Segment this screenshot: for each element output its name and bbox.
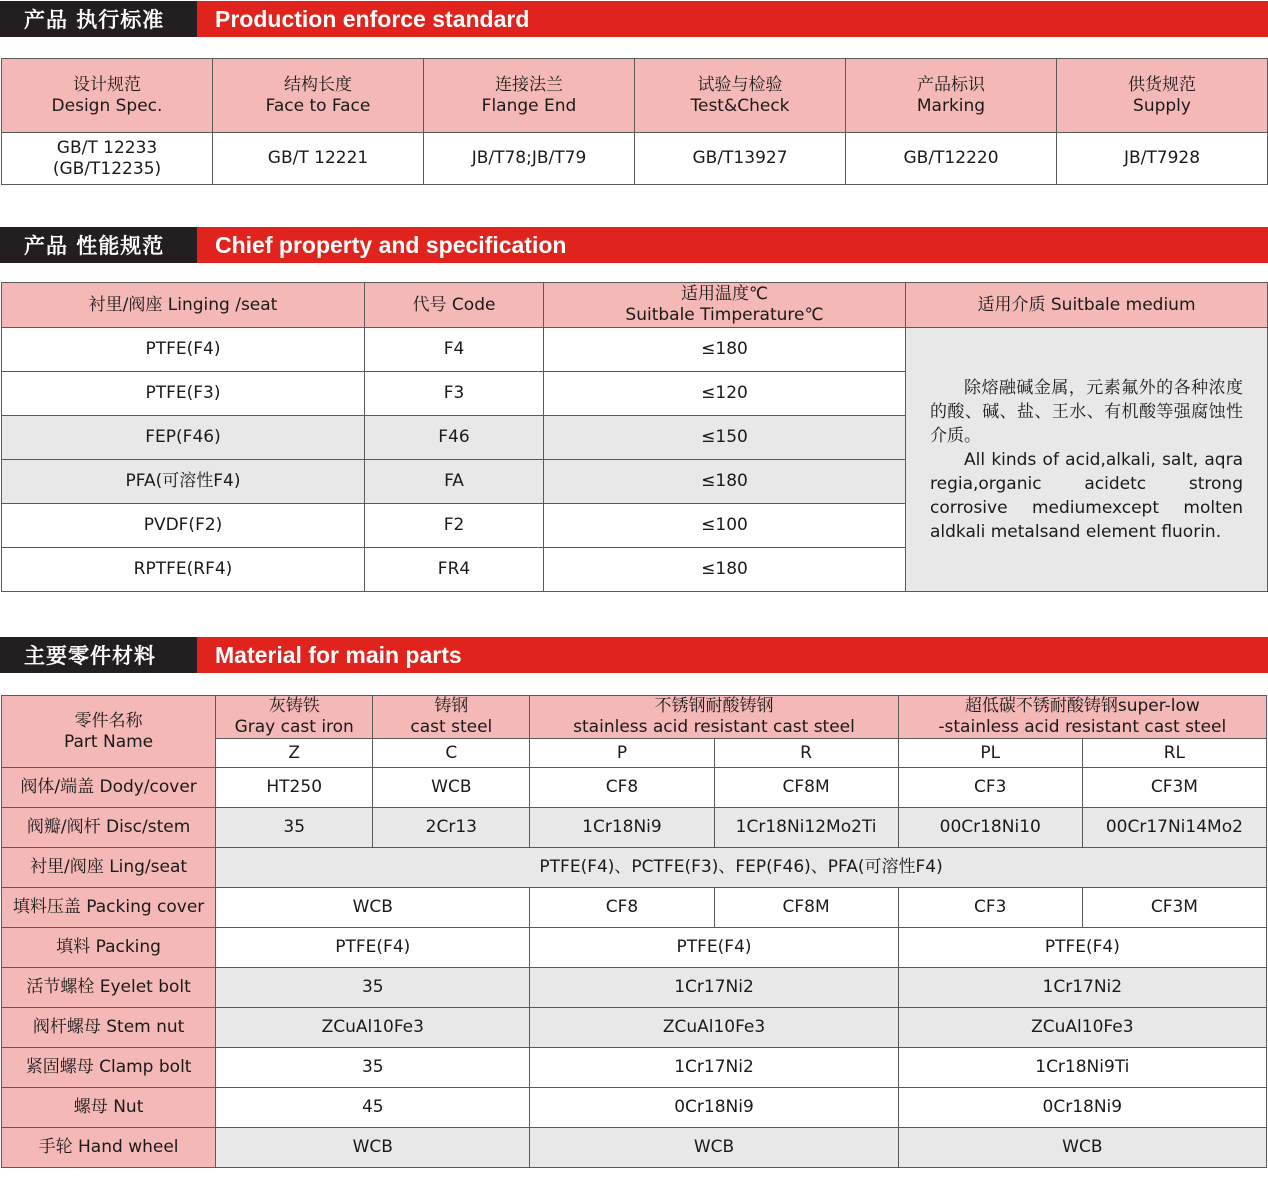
medium-description: [906, 328, 1268, 592]
material-cell: ZCuAl10Fe3: [530, 1008, 898, 1048]
material-cell: CF3M: [1082, 888, 1266, 928]
material-cell: WCB: [216, 888, 530, 928]
material-cell: 35: [216, 968, 530, 1008]
material-cell: ZCuAl10Fe3: [216, 1008, 530, 1048]
header-test-check: 试验与检验 Test&Check: [635, 59, 846, 133]
material-cell: PTFE(F4)、PCTFE(F3)、FEP(F46)、PFA(可溶性F4): [216, 848, 1267, 888]
section-title-en: Production enforce standard: [197, 1, 1268, 37]
material-cell: ZCuAl10Fe3: [898, 1008, 1266, 1048]
material-cell: 35: [216, 1048, 530, 1088]
temp-cell: ≤180: [544, 460, 906, 504]
value-design-spec: GB/T 12233 (GB/T12235): [2, 133, 213, 185]
value-face-to-face: GB/T 12221: [213, 133, 424, 185]
material-cell: CF8: [530, 768, 714, 808]
code-rl: RL: [1082, 739, 1266, 768]
property-table: [1, 282, 1268, 592]
header-flange-end: 连接法兰 Flange End: [424, 59, 635, 133]
medium-text-en: All kinds of acid,alkali, salt, aqra regia,organic acidetc strong corrosive mediumexcept molten aldkali metalsand element fluorin.: [930, 449, 1243, 542]
part-name: 螺母 Nut: [2, 1088, 216, 1128]
lining-cell: RPTFE(RF4): [2, 548, 365, 592]
material-cell: PTFE(F4): [530, 928, 898, 968]
material-cell: 45: [216, 1088, 530, 1128]
section-title-en: Chief property and specification: [197, 227, 1268, 263]
table-row: [2, 1048, 1267, 1088]
material-cell: 1Cr18Ni12Mo2Ti: [714, 808, 898, 848]
part-name: 填料压盖 Packing cover: [2, 888, 216, 928]
temp-cell: ≤180: [544, 328, 906, 372]
material-cell: CF8M: [714, 768, 898, 808]
lining-cell: PTFE(F4): [2, 328, 365, 372]
lining-cell: PTFE(F3): [2, 372, 365, 416]
material-cell: 1Cr17Ni2: [530, 1048, 898, 1088]
table-row: [2, 328, 1268, 372]
header-temperature: 适用温度℃ Suitbale Timperature℃: [544, 283, 906, 328]
material-cell: CF8: [530, 888, 714, 928]
table-row: [2, 768, 1267, 808]
code-cell: F2: [365, 504, 544, 548]
materials-table: [1, 695, 1267, 1168]
code-r: R: [714, 739, 898, 768]
header-design-spec: 设计规范 Design Spec.: [2, 59, 213, 133]
table-header-row: [2, 59, 1268, 133]
material-cell: CF3: [898, 768, 1082, 808]
header-stainless: 不锈钢耐酸铸钢 stainless acid resistant cast steel: [530, 696, 898, 739]
header-code: 代号 Code: [365, 283, 544, 328]
value-flange-end: JB/T78;JB/T79: [424, 133, 635, 185]
material-cell: 1Cr17Ni2: [898, 968, 1266, 1008]
code-cell: F4: [365, 328, 544, 372]
part-name: 手轮 Hand wheel: [2, 1128, 216, 1168]
material-cell: PTFE(F4): [898, 928, 1266, 968]
temp-cell: ≤180: [544, 548, 906, 592]
part-name: 衬里/阀座 Ling/seat: [2, 848, 216, 888]
table-row: [2, 928, 1267, 968]
value-test-check: GB/T13927: [635, 133, 846, 185]
table-row: [2, 133, 1268, 185]
material-cell: 35: [216, 808, 373, 848]
material-cell: 00Cr18Ni10: [898, 808, 1082, 848]
section-header-materials: [0, 637, 1268, 673]
material-cell: 1Cr18Ni9: [530, 808, 714, 848]
value-supply: JB/T7928: [1057, 133, 1268, 185]
header-supply: 供货规范 Supply: [1057, 59, 1268, 133]
section-title-cn: 产品 执行标准: [0, 1, 197, 37]
table-header-row: [2, 696, 1267, 739]
code-cell: FR4: [365, 548, 544, 592]
value-marking: GB/T12220: [846, 133, 1057, 185]
header-marking: 产品标识 Marking: [846, 59, 1057, 133]
material-cell: HT250: [216, 768, 373, 808]
header-super-low-carbon: 超低碳不锈耐酸铸钢super-low -stainless acid resistant cast steel: [898, 696, 1266, 739]
header-lining: 衬里/阀座 Linging /seat: [2, 283, 365, 328]
header-medium: 适用介质 Suitbale medium: [906, 283, 1268, 328]
material-cell: 1Cr17Ni2: [530, 968, 898, 1008]
table-row: [2, 1088, 1267, 1128]
lining-cell: FEP(F46): [2, 416, 365, 460]
material-cell: 0Cr18Ni9: [898, 1088, 1266, 1128]
material-cell: 0Cr18Ni9: [530, 1088, 898, 1128]
section-title-cn: 产品 性能规范: [0, 227, 197, 263]
part-name: 紧固螺母 Clamp bolt: [2, 1048, 216, 1088]
temp-cell: ≤150: [544, 416, 906, 460]
code-cell: F46: [365, 416, 544, 460]
table-row: [2, 808, 1267, 848]
part-name: 活节螺栓 Eyelet bolt: [2, 968, 216, 1008]
table-row: [2, 888, 1267, 928]
material-cell: WCB: [216, 1128, 530, 1168]
part-name: 阀瓣/阀杆 Disc/stem: [2, 808, 216, 848]
part-name: 阀杆螺母 Stem nut: [2, 1008, 216, 1048]
section-header-standards: [0, 1, 1268, 37]
code-cell: F3: [365, 372, 544, 416]
material-cell: CF3M: [1082, 768, 1266, 808]
material-cell: WCB: [898, 1128, 1266, 1168]
code-p: P: [530, 739, 714, 768]
material-cell: 2Cr13: [373, 808, 530, 848]
material-cell: 1Cr18Ni9Ti: [898, 1048, 1266, 1088]
section-header-property: [0, 227, 1268, 263]
code-z: Z: [216, 739, 373, 768]
code-pl: PL: [898, 739, 1082, 768]
temp-cell: ≤120: [544, 372, 906, 416]
part-name: 填料 Packing: [2, 928, 216, 968]
material-cell: CF8M: [714, 888, 898, 928]
standards-table: [1, 58, 1268, 185]
material-cell: PTFE(F4): [216, 928, 530, 968]
header-face-to-face: 结构长度 Face to Face: [213, 59, 424, 133]
part-name: 阀体/端盖 Dody/cover: [2, 768, 216, 808]
lining-cell: PFA(可溶性F4): [2, 460, 365, 504]
lining-cell: PVDF(F2): [2, 504, 365, 548]
medium-text-cn: 除熔融碱金属，元素氟外的各种浓度的酸、碱、盐、王水、有机酸等强腐蚀性介质。: [930, 377, 1243, 446]
table-row: [2, 1128, 1267, 1168]
material-cell: WCB: [530, 1128, 898, 1168]
section-title-cn: 主要零件材料: [0, 637, 197, 673]
table-row: [2, 1008, 1267, 1048]
code-c: C: [373, 739, 530, 768]
code-cell: FA: [365, 460, 544, 504]
table-header-row: [2, 283, 1268, 328]
header-gray-cast-iron: 灰铸铁 Gray cast iron: [216, 696, 373, 739]
header-cast-steel: 铸钢 cast steel: [373, 696, 530, 739]
material-cell: CF3: [898, 888, 1082, 928]
material-cell: 00Cr17Ni14Mo2: [1082, 808, 1266, 848]
table-row: [2, 848, 1267, 888]
section-title-en: Material for main parts: [197, 637, 1268, 673]
header-part-name: 零件名称 Part Name: [2, 696, 216, 768]
material-cell: WCB: [373, 768, 530, 808]
temp-cell: ≤100: [544, 504, 906, 548]
table-row: [2, 968, 1267, 1008]
